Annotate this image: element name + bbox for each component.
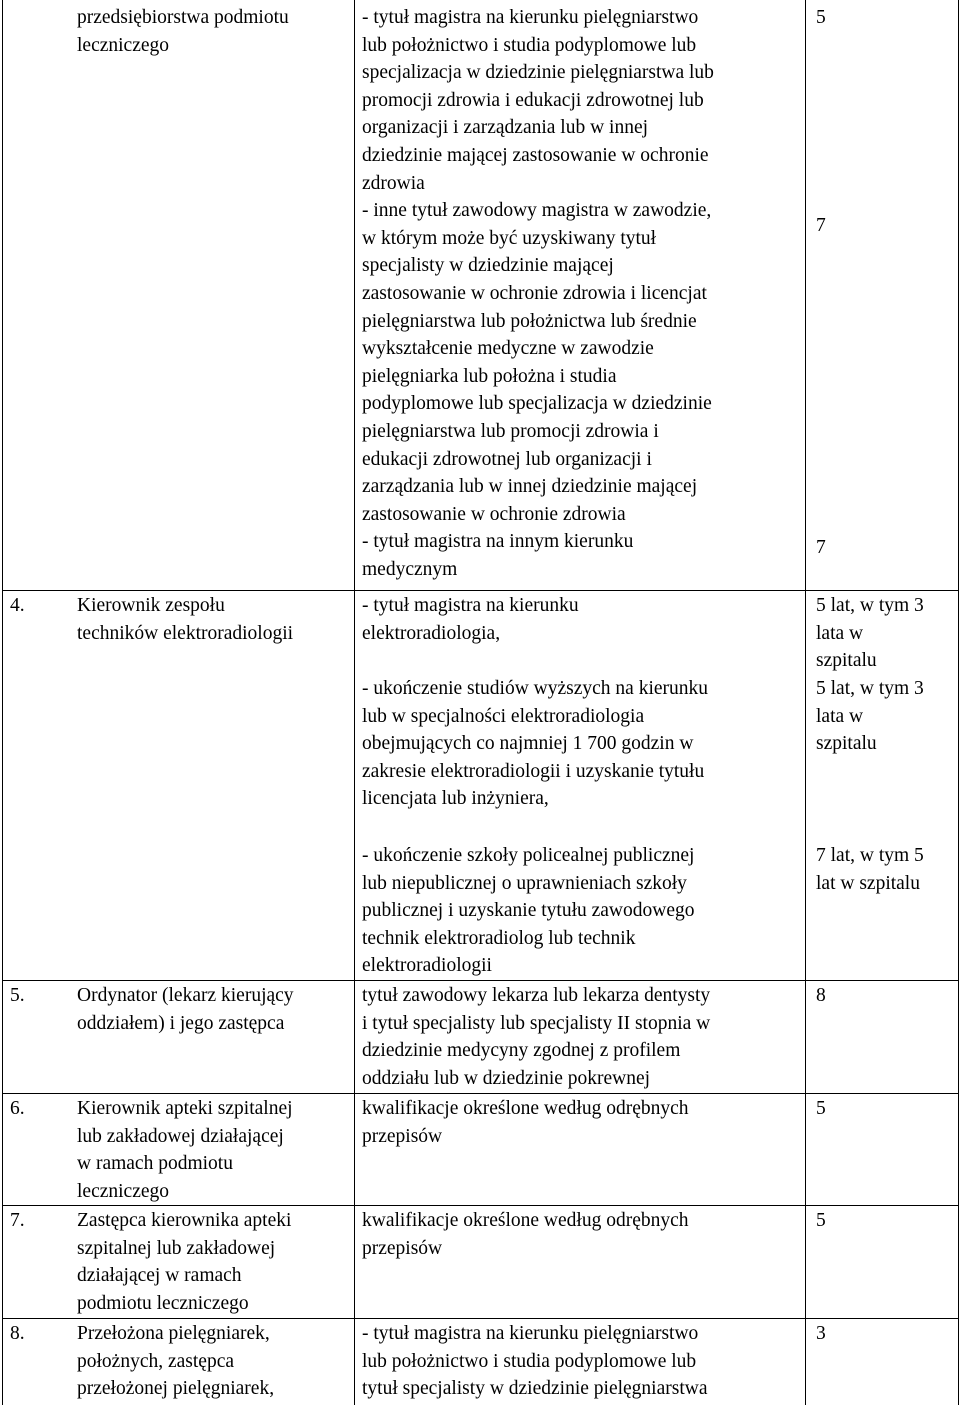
experience-years-line: 5 [816, 1210, 826, 1231]
qualifications-text-line: oddziału lub w dziedzinie pokrewnej [362, 1067, 651, 1089]
experience-years [816, 212, 826, 240]
qualifications-text-line: pielęgniarka lub położna i studia [362, 365, 617, 387]
experience-years-line: 5 [816, 7, 826, 28]
qualifications-text-line: specjalizacja w dziedzinie pielęgniarstwa lub [362, 62, 714, 84]
qualifications-text-line: - tytuł magistra na kierunku pielęgniarstwo [362, 1323, 699, 1344]
experience-years [816, 592, 924, 675]
position-name [77, 982, 294, 1037]
position-name-line: leczniczego [77, 34, 170, 56]
row-number: 8. [10, 1323, 25, 1344]
qualifications-text [362, 1207, 689, 1262]
table-divider-position [354, 0, 355, 1405]
experience-years-line: szpitalu [816, 650, 877, 672]
experience-years [816, 534, 826, 562]
experience-years [816, 4, 826, 32]
qualifications-text-line: edukacji zdrowotnej lub organizacji i [362, 448, 652, 470]
position-name-line: Przełożona pielęgniarek, [77, 1323, 270, 1344]
qualifications-text-line: w którym może być uzyskiwany tytuł [362, 227, 657, 249]
qualifications-text-line: lub położnictwo i studia podyplomowe lub [362, 34, 697, 56]
experience-years [816, 1095, 826, 1123]
row-separator [2, 1318, 959, 1319]
qualifications-text-line: kwalifikacje określone według odrębnych [362, 1098, 689, 1119]
row-separator [2, 590, 959, 591]
position-name [77, 4, 289, 59]
row-separator [2, 1093, 959, 1094]
qualifications-text [362, 592, 579, 647]
position-name-line: w ramach podmiotu [77, 1153, 233, 1175]
experience-years-line: szpitalu [816, 733, 877, 755]
position-name-line: oddziałem) i jego zastępca [77, 1012, 285, 1034]
qualifications-text-line: publicznej i uzyskanie tytułu zawodowego [362, 900, 695, 922]
position-name-line: podmiotu leczniczego [77, 1292, 249, 1314]
qualifications-text-line: dziedzinie mającej zastosowanie w ochronie [362, 144, 709, 166]
row-number: 6. [10, 1098, 25, 1119]
table-divider-qualifications [805, 0, 806, 1405]
experience-years-line: 3 [816, 1323, 826, 1344]
qualifications-text-line: elektroradiologii [362, 955, 492, 977]
qualifications-text-line: - inne tytuł zawodowy magistra w zawodzie, [362, 200, 712, 222]
position-name-line: działającej w ramach [77, 1265, 242, 1287]
position-name-line: techników elektroradiologii [77, 622, 294, 644]
qualifications-text-line: lub niepublicznej o uprawnieniach szkoły [362, 872, 687, 894]
qualifications-text-line: pielęgniarstwa lub promocji zdrowia i [362, 420, 659, 442]
qualifications-text-line: zastosowanie w ochronie zdrowia i licencjat [362, 282, 707, 304]
row-number: 4. [10, 595, 25, 616]
experience-years-line: 5 lat, w tym 3 [816, 595, 924, 616]
qualifications-text-line: lub położnictwo i studia podyplomowe lub [362, 1350, 697, 1372]
qualifications-text-line: dziedzinie medycyny zgodnej z profilem [362, 1040, 681, 1062]
qualifications-text-line: medycznym [362, 558, 458, 580]
qualifications-text-line: licencjata lub inżyniera, [362, 788, 549, 810]
position-name [77, 592, 293, 647]
qualifications-text-line: podyplomowe lub specjalizacja w dziedzinie [362, 393, 712, 415]
qualifications-text-line: organizacji i zarządzania lub w innej [362, 117, 649, 139]
experience-years-line: lata w [816, 705, 864, 727]
position-name-line: przedsiębiorstwa podmiotu [77, 7, 289, 28]
experience-years-line: 7 [816, 215, 826, 236]
qualifications-text [362, 842, 695, 980]
qualifications-text-line: - tytuł magistra na kierunku pielęgniarstwo [362, 7, 699, 28]
qualifications-text-line: elektroradiologia, [362, 622, 501, 644]
qualifications-text [362, 1320, 707, 1403]
position-name-line: przełożonej pielęgniarek, [77, 1378, 275, 1400]
qualifications-text-line: - tytuł magistra na kierunku [362, 595, 579, 616]
position-name [77, 1320, 274, 1403]
qualifications-text-line: pielęgniarstwa lub położnictwa lub średnie [362, 310, 697, 332]
qualifications-text-line: przepisów [362, 1125, 443, 1147]
qualifications-text [362, 675, 708, 813]
row-number: 5. [10, 985, 25, 1006]
experience-years [816, 842, 924, 897]
experience-years [816, 675, 924, 758]
experience-years-line: 8 [816, 985, 826, 1006]
qualifications-text [362, 4, 714, 583]
qualifications-text-line: wykształcenie medyczne w zawodzie [362, 338, 654, 360]
qualifications-text-line: - tytuł magistra na innym kierunku [362, 531, 634, 553]
position-name-line: szpitalnej lub zakładowej [77, 1237, 276, 1259]
experience-years-line: 5 lat, w tym 3 [816, 678, 924, 699]
qualifications-text-line: kwalifikacje określone według odrębnych [362, 1210, 689, 1231]
qualifications-text-line: tytuł zawodowy lekarza lub lekarza dentysty [362, 985, 711, 1006]
qualifications-text-line: specjalisty w dziedzinie mającej [362, 255, 614, 277]
position-name-line: Zastępca kierownika apteki [77, 1210, 292, 1231]
qualifications-text-line: lub w specjalności elektroradiologia [362, 705, 645, 727]
qualifications-text-line: zarządzania lub w innej dziedzinie mającej [362, 476, 698, 498]
position-name [77, 1207, 291, 1317]
experience-years-line: 7 lat, w tym 5 [816, 845, 924, 866]
experience-years [816, 1320, 826, 1348]
qualifications-text [362, 982, 710, 1092]
position-name-line: Kierownik zespołu [77, 595, 225, 616]
position-name-line: Ordynator (lekarz kierujący [77, 985, 294, 1006]
experience-years-line: lata w [816, 622, 864, 644]
qualifications-text [362, 1095, 689, 1150]
position-name-line: leczniczego [77, 1180, 170, 1202]
experience-years-line: lat w szpitalu [816, 872, 920, 894]
qualifications-text-line: promocji zdrowia i edukacji zdrowotnej lub [362, 89, 704, 111]
position-name-line: Kierownik apteki szpitalnej [77, 1098, 293, 1119]
experience-years [816, 982, 826, 1010]
experience-years-line: 5 [816, 1098, 826, 1119]
qualifications-text-line: obejmujących co najmniej 1 700 godzin w [362, 733, 694, 755]
qualifications-text-line: zakresie elektroradiologii i uzyskanie tytułu [362, 760, 705, 782]
row-number: 7. [10, 1210, 25, 1231]
position-name-line: położnych, zastępca [77, 1350, 235, 1372]
qualifications-text-line: zastosowanie w ochronie zdrowia [362, 503, 626, 525]
qualifications-text-line: - ukończenie szkoły policealnej publicznej [362, 845, 695, 866]
table-border-right [958, 0, 959, 1405]
qualifications-text-line: tytuł specjalisty w dziedzinie pielęgniarstwa [362, 1378, 708, 1400]
qualifications-text-line: i tytuł specjalisty lub specjalisty II stopnia w [362, 1012, 711, 1034]
qualifications-text-line: technik elektroradiolog lub technik [362, 927, 636, 949]
experience-years [816, 1207, 826, 1235]
qualifications-text-line: zdrowia [362, 172, 425, 194]
position-name [77, 1095, 293, 1205]
table-border-left [2, 0, 3, 1405]
position-name-line: lub zakładowej działającej [77, 1125, 284, 1147]
row-separator [2, 980, 959, 981]
qualifications-text-line: przepisów [362, 1237, 443, 1259]
experience-years-line: 7 [816, 537, 826, 558]
qualifications-text-line: - ukończenie studiów wyższych na kierunku [362, 678, 709, 699]
